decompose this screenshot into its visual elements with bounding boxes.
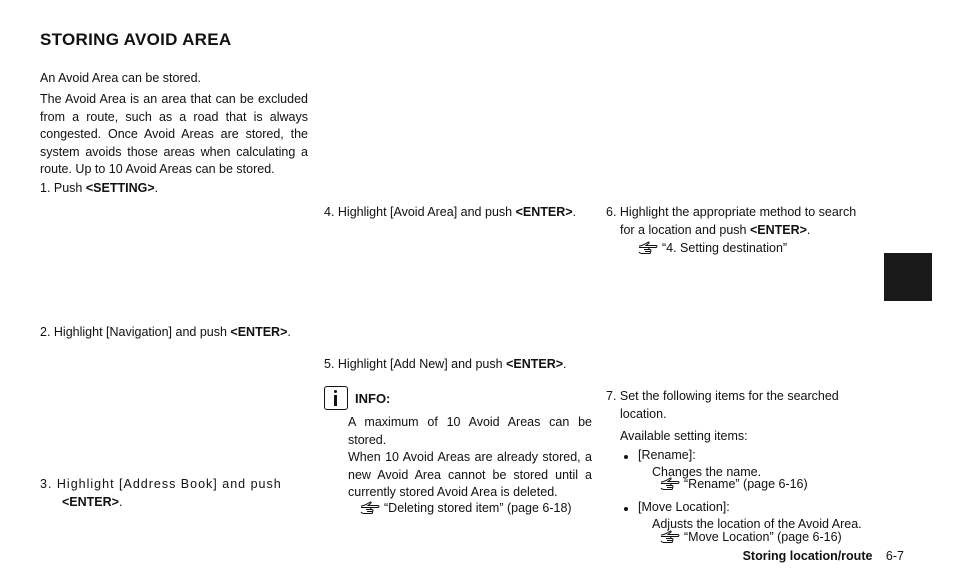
available-items-label: Available setting items: (620, 429, 748, 443)
info-reference-text: “Deleting stored item” (page 6-18) (384, 501, 572, 515)
step-3-period: . (118, 494, 123, 509)
item-rename-desc: Changes the name. (652, 465, 762, 479)
info-reference (360, 500, 572, 516)
step-1-text: 1. Push (40, 181, 86, 195)
step-1 (40, 180, 158, 198)
step-3 (40, 476, 308, 511)
step-7 (606, 388, 839, 423)
enter-key: <ENTER> (515, 205, 573, 219)
description-paragraph: The Avoid Area is an area that can be excluded from a route, such as a road that is always congested. Once Avoid Areas are stored, the system avoids those areas when calculating a route. Up to 10 Avoid Areas can be stored. (40, 92, 308, 176)
item-move-location-name: [Move Location]: (638, 500, 730, 514)
setting-key: <SETTING> (85, 181, 155, 195)
step-4 (324, 204, 576, 222)
item-move-location-reference-text: “Move Location” (page 6-16) (684, 530, 842, 544)
item-rename-reference (660, 476, 808, 492)
page-footer (743, 549, 904, 563)
info-line-2: When 10 Avoid Areas are already stored, a new Avoid Area cannot be stored until a currently stored Avoid Area is deleted. (348, 450, 592, 499)
item-rename-reference-text: “Rename” (page 6-16) (684, 477, 808, 491)
step-7-text: 7. Set the following items for the searched (606, 389, 839, 403)
step-6-text-2: for a location and push (620, 222, 750, 237)
bullet-icon (624, 455, 628, 459)
step-2 (40, 324, 291, 342)
step-4-text: 4. Highlight [Avoid Area] and push (324, 205, 516, 219)
page-title: STORING AVOID AREA (40, 30, 232, 49)
item-move-location-reference (660, 529, 842, 545)
step-7-text-2: location. (620, 406, 667, 421)
enter-key: <ENTER> (62, 494, 119, 509)
footer-section: Storing location/route (742, 549, 873, 563)
pointing-hand-icon (638, 241, 658, 255)
pointing-hand-icon (660, 530, 680, 544)
step-6-text: 6. Highlight the appropriate method to search (606, 205, 857, 219)
step-6-reference (638, 240, 787, 256)
item-move-location-desc: Adjusts the location of the Avoid Area. (652, 517, 862, 531)
step-2-period: . (287, 325, 291, 339)
step-5-period: . (563, 357, 567, 371)
page-number: 6-7 (885, 549, 904, 563)
info-label: INFO: (355, 391, 391, 406)
step-6-period: . (806, 222, 811, 237)
enter-key: <ENTER> (749, 222, 807, 237)
intro-paragraph: An Avoid Area can be stored. (40, 71, 201, 85)
step-4-period: . (572, 205, 577, 219)
info-line-1: A maximum of 10 Avoid Areas can be stored. (348, 415, 592, 447)
step-1-period: . (154, 181, 159, 195)
chapter-tab-marker (884, 253, 932, 301)
step-6 (606, 204, 856, 239)
enter-key: <ENTER> (506, 357, 564, 371)
item-rename-name: [Rename]: (638, 448, 696, 462)
step-6-reference-text: “4. Setting destination” (662, 241, 788, 255)
step-2-text: 2. Highlight [Navigation] and push (40, 325, 231, 339)
bullet-icon (624, 507, 628, 511)
pointing-hand-icon (660, 477, 680, 491)
step-5-text: 5. Highlight [Add New] and push (324, 357, 507, 371)
pointing-hand-icon (360, 501, 380, 515)
step-3-text: 3. Highlight [Address Book] and push (40, 477, 282, 491)
enter-key: <ENTER> (230, 325, 288, 339)
info-icon (324, 386, 348, 410)
step-5 (324, 356, 567, 374)
